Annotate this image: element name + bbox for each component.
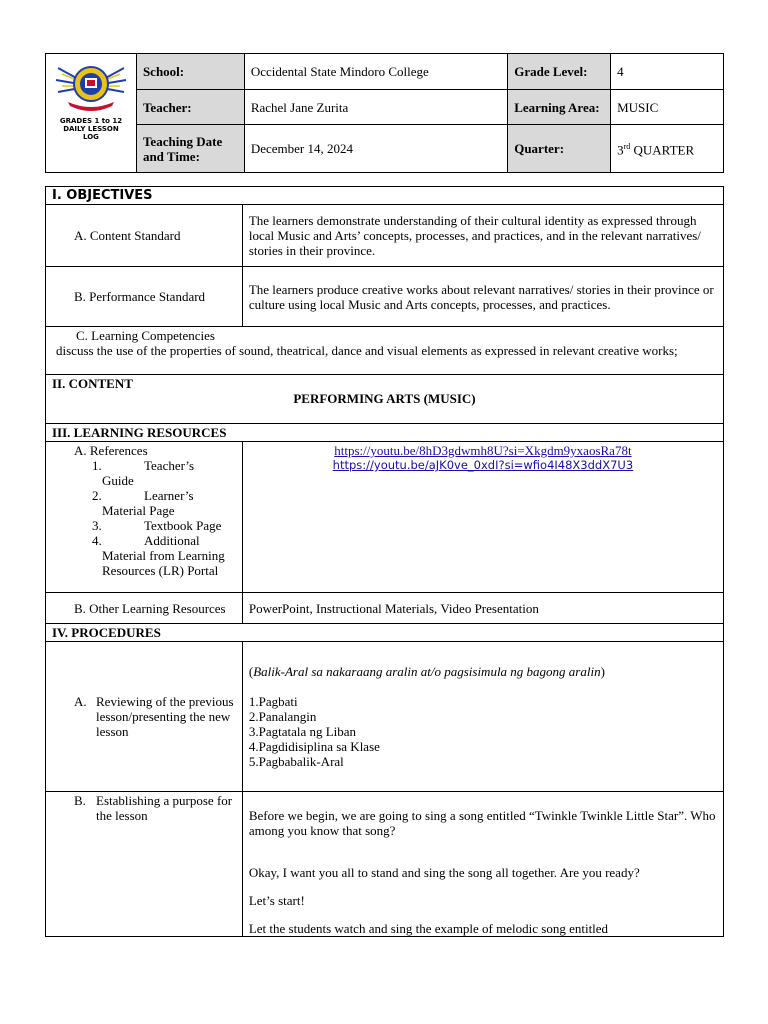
youtube-link-1[interactable]: https://youtu.be/8hD3gdwmh8U?si=Xkgdm9yxaosRa78t [334, 443, 632, 458]
reference-item-4 [92, 533, 236, 548]
school-value: Occidental State Mindoro College [244, 54, 507, 90]
logo-cell [46, 54, 137, 173]
date-label: Teaching Date and Time: [136, 125, 244, 173]
procedure-a-intro: Balik-Aral sa nakaraang aralin at/o pagsisimula ng bagong aralin [253, 664, 601, 679]
quarter-value [611, 125, 724, 173]
procedure-b-letter: B. [74, 793, 86, 808]
reference-item-2-num: 2. [92, 488, 102, 503]
content-standard-label: A. Content Standard [46, 205, 243, 267]
content-heading: II. CONTENT [52, 376, 133, 391]
reference-item-4-cont: Material from Learning Resources (LR) Portal [102, 548, 225, 578]
reference-item-1 [92, 458, 236, 473]
reference-item-1-num: 1. [92, 458, 102, 473]
procedure-b-cell [46, 792, 243, 937]
objectives-heading: I. OBJECTIVES [46, 187, 724, 205]
procedure-a-label: Reviewing of the previous lesson/presenting the new lesson [96, 694, 234, 739]
area-value: MUSIC [611, 90, 724, 125]
procedure-a-step-5: 5.Pagbabalik-Aral [248, 754, 344, 769]
content-title: PERFORMING ARTS (MUSIC) [293, 391, 476, 406]
procedure-a-step-3: 3.Pagtatala ng Liban [248, 724, 357, 739]
performance-standard-label: B. Performance Standard [46, 267, 243, 327]
procedure-b-paragraph-4: Let the students watch and sing the example of melodic song entitled [248, 921, 609, 936]
procedure-a-cell [46, 642, 243, 792]
procedure-b-content [242, 792, 723, 937]
other-resources-label: B. Other Learning Resources [46, 593, 243, 624]
performance-standard-text: The learners produce creative works about relevant narratives/ stories in their province or culture using local Music and Arts concepts, processes, and practices. [242, 267, 723, 327]
reference-item-3-num: 3. [92, 518, 102, 533]
content-standard-text: The learners demonstrate understanding of their cultural identity as expressed through local Music and Arts’ concepts, processes, and practices, and in the relevant narratives/ stories in their province. [242, 205, 723, 267]
references-cell [46, 442, 243, 593]
lesson-table [45, 186, 724, 937]
logo-caption-line-3: LOG [83, 133, 99, 141]
procedure-b-paragraph-2: Okay, I want you all to stand and sing the song all together. Are you ready? [248, 865, 640, 880]
logo-caption [48, 117, 134, 141]
youtube-link-2[interactable]: https://youtu.be/aJK0ve_0xdI?si=wfio4I48X3ddX7U3 [332, 458, 634, 472]
reference-item-4-text: Additional [144, 533, 200, 548]
procedure-b-paragraph-3: Let’s start! [248, 893, 305, 908]
procedure-b-label: Establishing a purpose for the lesson [96, 793, 233, 823]
teacher-value: Rachel Jane Zurita [244, 90, 507, 125]
header-table [45, 53, 724, 173]
grade-value: 4 [611, 54, 724, 90]
reference-item-2-text: Learner’s [144, 488, 194, 503]
date-value: December 14, 2024 [244, 125, 507, 173]
reference-item-1-text: Teacher’s [144, 458, 195, 473]
competencies-label: C. Learning Competencies [76, 328, 215, 343]
reference-item-2-cont: Material Page [102, 503, 175, 518]
content-cell [46, 375, 724, 424]
reference-item-2 [92, 488, 236, 503]
references-links-cell [242, 442, 723, 593]
reference-item-1-cont: Guide [102, 473, 134, 488]
quarter-label: Quarter: [508, 125, 611, 173]
grade-label: Grade Level: [508, 54, 611, 90]
school-label: School: [136, 54, 244, 90]
procedure-b-paragraph-1: Before we begin, we are going to sing a song entitled “Twinkle Twinkle Little Star”. Who among you know that song? [248, 808, 716, 838]
quarter-number: 3 [617, 142, 624, 158]
procedure-a-step-1: 1.Pagbati [248, 694, 298, 709]
competencies-cell [46, 327, 724, 375]
quarter-suffix: rd [623, 142, 631, 152]
procedure-a-letter: A. [74, 694, 87, 709]
references-label: A. References [74, 443, 148, 458]
area-label: Learning Area: [508, 90, 611, 125]
competencies-text: discuss the use of the properties of sound, theatrical, dance and visual elements as expressed in relevant creative works; [56, 343, 678, 358]
procedure-a-step-2: 2.Panalangin [248, 709, 317, 724]
procedures-heading: IV. PROCEDURES [46, 624, 724, 642]
procedure-a-content: (Balik-Aral sa nakaraang aralin at/o pagsisimula ng bagong aralin) 1.Pagbati 2.Panalangin 3.Pagtatala ng Liban 4.Pagdidisiplina sa Klase 5.Pagbabalik-Aral [242, 642, 723, 792]
other-resources-text: PowerPoint, Instructional Materials, Video Presentation [242, 593, 723, 624]
reference-item-4-num: 4. [92, 533, 102, 548]
teacher-label: Teacher: [136, 90, 244, 125]
logo-caption-line-2: DAILY LESSON [63, 125, 119, 133]
logo-caption-line-1: GRADES 1 to 12 [59, 117, 123, 125]
procedure-a-step-4: 4.Pagdidisiplina sa Klase [248, 739, 380, 754]
reference-item-3 [92, 518, 236, 533]
deped-logo-icon [54, 58, 128, 114]
reference-item-3-text: Textbook Page [144, 518, 222, 533]
quarter-text: QUARTER [630, 142, 695, 158]
resources-heading: III. LEARNING RESOURCES [46, 424, 724, 442]
